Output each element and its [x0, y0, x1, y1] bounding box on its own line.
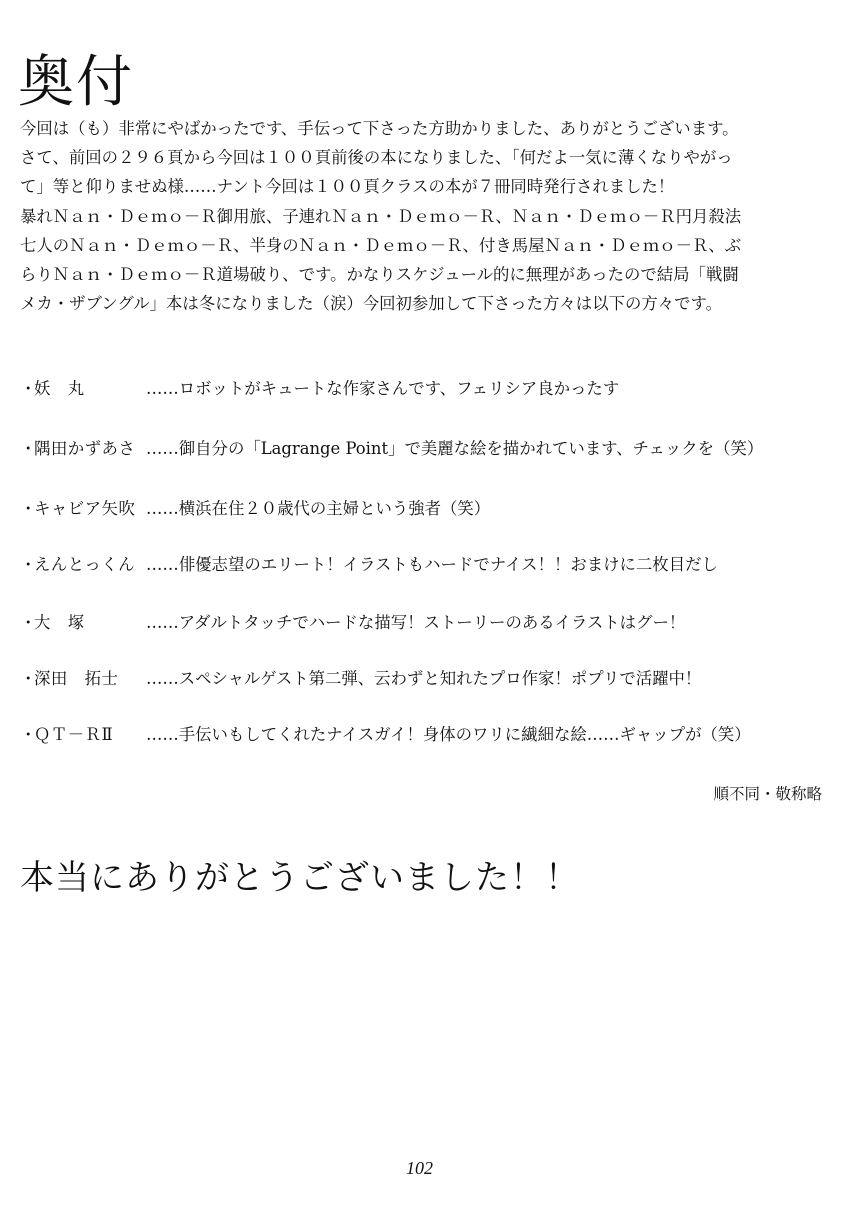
- intro-line: て」等と仰りませぬ様……ナント今回は１００頁クラスの本が７冊同時発行されました！: [20, 177, 675, 197]
- contributor-description: 手伝いもしてくれたナイスガイ！身体のワリに繊細な絵……ギャップが（笑）: [178, 725, 751, 744]
- contributor-description: スペシャルゲスト第二弾、云わずと知れたプロ作家！ポプリで活躍中！: [178, 669, 702, 688]
- leader-dots: ……: [146, 613, 179, 632]
- contributor-name: 大 塚: [34, 613, 85, 632]
- contributor-description: ロボットがキュートな作家さんです、フェリシア良かったす: [178, 379, 620, 398]
- leader-dots: ……: [146, 439, 179, 458]
- contributor-description: アダルトタッチでハードな描写！ストーリーのあるイラストはグー！: [178, 613, 686, 632]
- bullet-mark: ・: [20, 613, 37, 632]
- leader-dots: ……: [146, 379, 179, 398]
- contributor-name: えんとっくん: [34, 555, 136, 574]
- page-number: 102: [406, 1158, 433, 1178]
- contributor-item: [20, 496, 832, 522]
- contributor-item: [20, 376, 832, 402]
- contributor-name: 妖 丸: [34, 379, 85, 398]
- contributor-name: キャビア矢吹: [34, 499, 136, 518]
- leader-dots: ……: [146, 555, 179, 574]
- intro-line: らりＮａｎ・Ｄｅｍｏ－Ｒ道場破り、です。かなりスケジュール的に無理があったので結局「戦闘: [20, 265, 739, 285]
- intro-line: 今回は（も）非常にやばかったです、手伝って下さった方助かりました、ありがとうございます。: [20, 119, 739, 138]
- bullet-mark: ・: [20, 499, 37, 518]
- contributor-item: [20, 610, 832, 636]
- contributor-description: 横浜在住２０歳代の主婦という強者（笑）: [178, 499, 491, 518]
- leader-dots: ……: [146, 669, 179, 688]
- bullet-mark: ・: [20, 555, 37, 574]
- bullet-mark: ・: [20, 379, 37, 398]
- intro-line: さて、前回の２９６頁から今回は１００頁前後の本になりました、「何だよ一気に薄くなりやがっ: [20, 148, 733, 168]
- contributor-name: 深田 拓士: [34, 669, 119, 688]
- contributor-description: 御自分の「Lagrange Point」で美麗な絵を描かれています、チェックを（笑）: [178, 439, 764, 458]
- leader-dots: ……: [146, 725, 179, 744]
- bullet-mark: ・: [20, 725, 37, 744]
- intro-line: 暴れＮａｎ・Ｄｅｍｏ－Ｒ御用旅、子連れＮａｎ・Ｄｅｍｏ－Ｒ、Ｎａｎ・Ｄｅｍｏ－Ｒ円月殺法: [20, 206, 742, 226]
- bullet-mark: ・: [20, 439, 37, 458]
- intro-text: [20, 114, 832, 318]
- contributor-item: [20, 666, 832, 692]
- page-title: 奥付: [18, 50, 134, 115]
- order-note: 順不同・敬称略: [713, 785, 822, 803]
- contributor-item: [20, 722, 832, 748]
- contributor-item: [20, 552, 832, 578]
- intro-line: 七人のＮａｎ・Ｄｅｍｏ－Ｒ、半身のＮａｎ・Ｄｅｍｏ－Ｒ、付き馬屋Ｎａｎ・Ｄｅｍｏ－Ｒ、ぶ: [20, 235, 742, 255]
- contributor-item: [20, 436, 832, 462]
- bullet-mark: ・: [20, 669, 37, 688]
- contributor-name: ＱＴ－ＲⅡ: [34, 725, 114, 744]
- leader-dots: ……: [146, 499, 179, 518]
- contributor-description: 俳優志望のエリート！イラストもハードでナイス！！おまけに二枚目だし: [178, 555, 718, 574]
- contributor-name: 隅田かずあさ: [34, 439, 136, 458]
- intro-line: メカ・ザブングル」本は冬になりました（涙）今回初参加して下さった方々は以下の方々です。: [20, 294, 723, 314]
- closing-message: 本当にありがとうございました！！: [20, 858, 580, 898]
